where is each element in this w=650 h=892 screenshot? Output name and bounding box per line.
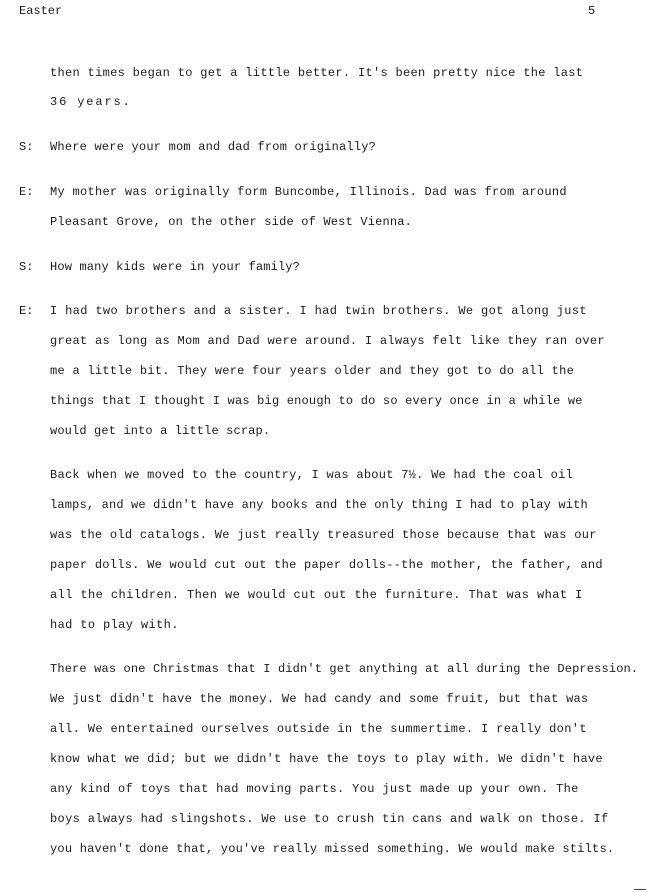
- body-line: all. We entertained ourselves outside in the summertime. I really don't: [50, 722, 587, 736]
- speaker-label: E:: [19, 304, 34, 318]
- body-line: was the old catalogs. We just really treasured those because that was our: [50, 528, 597, 542]
- body-line: We just didn't have the money. We had candy and some fruit, but that was: [50, 692, 589, 706]
- body-line: I had two brothers and a sister. I had twin brothers. We got along just: [50, 304, 587, 318]
- speaker-label: E:: [19, 185, 34, 199]
- body-line: There was one Christmas that I didn't get anything at all during the Depression.: [50, 662, 639, 676]
- header-name: Easter: [19, 4, 63, 18]
- body-line: lamps, and we didn't have any books and the only thing I had to play with: [50, 498, 588, 512]
- body-line: you haven't done that, you've really missed something. We would make stilts.: [50, 842, 615, 856]
- page-number: 5: [588, 4, 596, 18]
- body-line: My mother was originally form Buncombe, Illinois. Dad was from around: [50, 185, 567, 199]
- body-line: Back when we moved to the country, I was about 7½. We had the coal oil: [50, 468, 574, 482]
- body-line: me a little bit. They were four years older and they got to do all the: [50, 364, 575, 378]
- body-line: great as long as Mom and Dad were around. I always felt like they ran over: [50, 334, 605, 348]
- body-line: had to play with.: [50, 618, 179, 632]
- body-line: paper dolls. We would cut out the paper dolls--the mother, the father, and: [50, 558, 603, 572]
- body-line: would get into a little scrap.: [50, 424, 271, 438]
- body-line: all the children. Then we would cut out the furniture. That was what I: [50, 588, 583, 602]
- body-line: any kind of toys that had moving parts. You just made up your own. The: [50, 782, 579, 796]
- body-line: Where were your mom and dad from originally?: [50, 140, 377, 154]
- body-line: How many kids were in your family?: [50, 260, 301, 274]
- body-line: boys always had slingshots. We use to crush tin cans and walk on those. If: [50, 812, 609, 826]
- body-line: know what we did; but we didn't have the toys to play with. We didn't have: [50, 752, 603, 766]
- speaker-label: S:: [19, 140, 34, 154]
- body-line: 36 years.: [50, 95, 132, 109]
- speaker-label: S:: [19, 260, 34, 274]
- body-line: Pleasant Grove, on the other side of West Vienna.: [50, 215, 413, 229]
- page-edge-mark: [634, 889, 646, 890]
- body-line: things that I thought I was big enough to do so every once in a while we: [50, 394, 583, 408]
- body-line: then times began to get a little better. It's been pretty nice the last: [50, 66, 584, 80]
